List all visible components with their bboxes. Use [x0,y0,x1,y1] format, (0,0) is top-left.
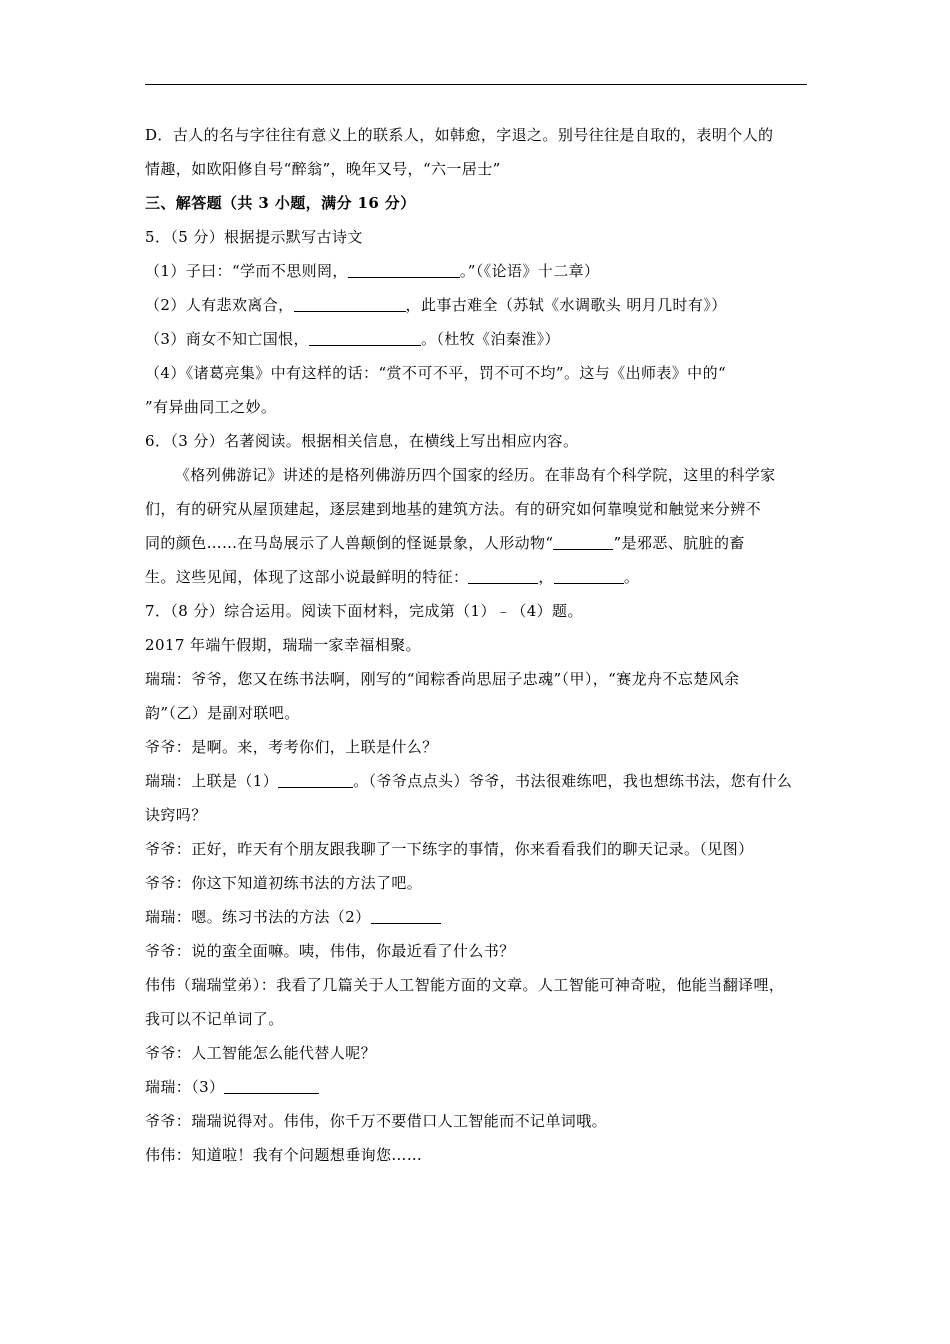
dialogue-line: 2017 年端午假期，瑞瑞一家幸福相聚。 [145,636,421,654]
option-d-line2: 情趣，如欧阳修自号“醉翁”，晚年又号，“六一居士” [145,160,501,178]
question-6-title: 6．（3 分）名著阅读。根据相关信息，在横线上写出相应内容。 [145,432,579,450]
answer-blank[interactable] [309,327,421,346]
dialogue-line: 爷爷：是啊。来，考考你们，上联是什么？ [145,738,438,756]
document-body [145,118,807,1172]
answer-blank[interactable] [278,769,353,788]
answer-blank[interactable] [468,565,538,584]
dialogue-line: 伟伟（瑞瑞堂弟）：我看了几篇关于人工智能方面的文章。人工智能可神奇啦，他能当翻译哩， [145,976,785,994]
dialogue-line: 我可以不记单词了。 [145,1010,284,1028]
dialogue-line: 诀窍吗？ [145,806,207,824]
dialogue-line: 韵”（乙）是副对联吧。 [145,704,300,722]
dialogue-line: 伟伟：知道啦！我有个问题想垂询您…… [145,1146,423,1164]
dialogue-line: 瑞瑞：嗯。练习书法的方法（2） [145,900,807,934]
answer-blank[interactable] [553,531,613,550]
dialogue-line: 爷爷：说的蛮全面嘛。咦，伟伟，你最近看了什么书？ [145,942,515,960]
answer-blank[interactable] [554,565,624,584]
answer-blank[interactable] [224,1075,319,1094]
option-d-line1: D．古人的名与字往往有意义上的联系人，如韩愈，字退之。别号往往是自取的，表明个人的 [145,126,774,144]
question-6-para-2: 们，有的研究从屋顶建起，逐层建到地基的建筑方法。有的研究如何靠嗅觉和触觉来分辨不 [145,500,762,518]
question-5-item-4: （4）《诸葛亮集》中有这样的话：“赏不可不平，罚不可不均”。这与《出师表》中的“ [145,364,727,382]
answer-blank[interactable] [294,293,406,312]
question-7-title: 7．（8 分）综合运用。阅读下面材料，完成第（1）﹣（4）题。 [145,602,583,620]
answer-blank[interactable] [348,259,460,278]
question-6-para-1: 《格列佛游记》讲述的是格列佛游历四个国家的经历。在菲岛有个科学院，这里的科学家 [175,466,776,484]
dialogue-line: 爷爷：你这下知道初练书法的方法了吧。 [145,874,423,892]
header-rule [145,84,807,85]
question-5-title: 5．（5 分）根据提示默写古诗文 [145,228,363,246]
dialogue-line: 爷爷：正好，昨天有个朋友跟我聊了一下练字的事情，你来看看我们的聊天记录。（见图） [145,840,754,858]
question-5-item-1: （1）子曰：“学而不思则罔， 。”（《论语》十二章） [145,254,807,288]
dialogue-line: 瑞瑞：爷爷，您又在练书法啊，刚写的“闻粽香尚思屈子忠魂”（甲），“赛龙舟不忘楚风余 [145,670,740,688]
question-5-item-4-cont: ”有异曲同工之妙。 [145,398,277,416]
answer-blank[interactable] [371,905,441,924]
dialogue-line: 瑞瑞：上联是（1） 。（爷爷点点头）爷爷，书法很难练吧，我也想练书法，您有什么 [145,764,807,798]
dialogue-line: 瑞瑞：（3） [145,1070,807,1104]
section-title: 三、解答题（共 3 小题，满分 16 分） [145,194,416,212]
question-5-item-3: （3）商女不知亡国恨， 。（杜牧《泊秦淮》） [145,322,807,356]
dialogue-line: 爷爷：人工智能怎么能代替人呢？ [145,1044,377,1062]
question-6-para-3: 同的颜色……在马岛展示了人兽颠倒的怪诞景象，人形动物“ ”是邪恶、肮脏的畜 [145,526,807,560]
dialogue-line: 爷爷：瑞瑞说得对。伟伟，你千万不要借口人工智能而不记单词哦。 [145,1112,608,1130]
question-6-para-4: 生。这些见闻，体现了这部小说最鲜明的特征： ， 。 [145,560,807,594]
question-5-item-2: （2）人有悲欢离合， ，此事古难全（苏轼《水调歌头 明月几时有》） [145,288,807,322]
